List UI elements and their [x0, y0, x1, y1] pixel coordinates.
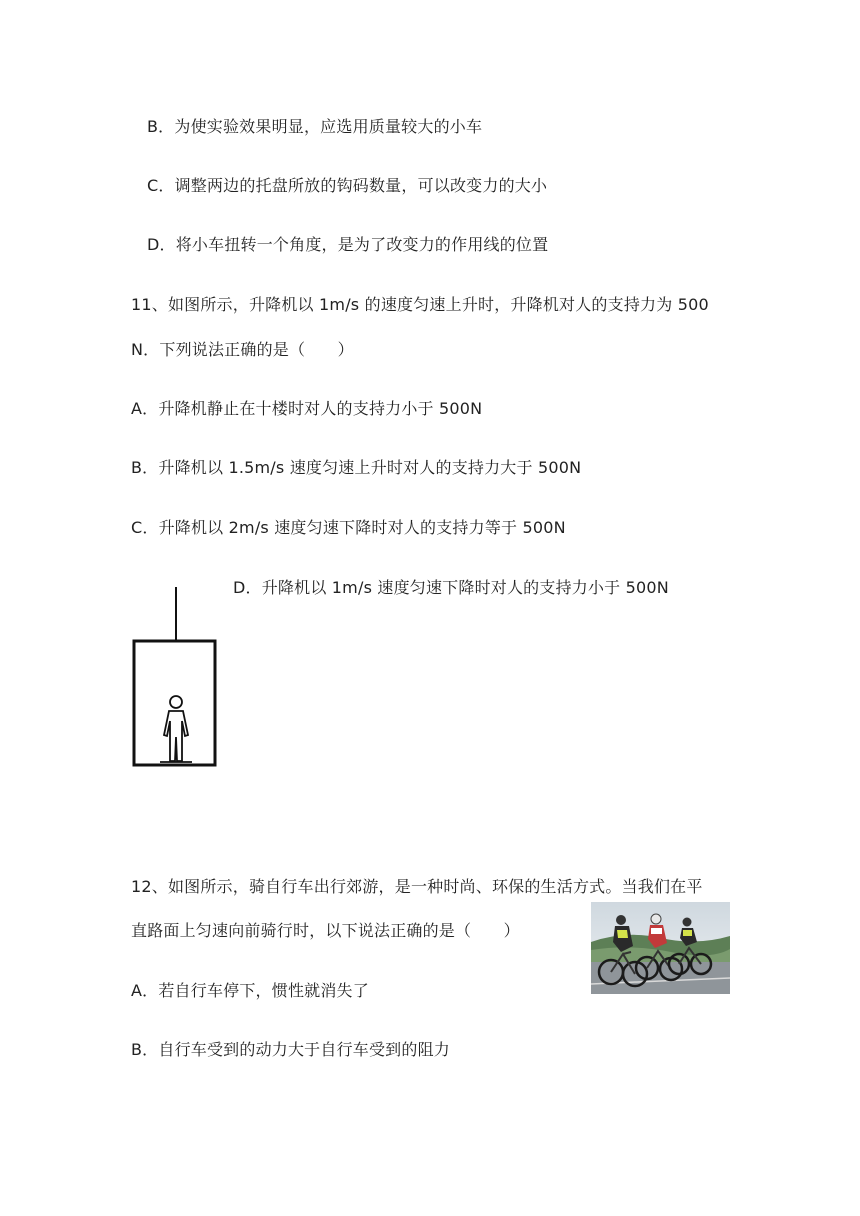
q11-option-b: B．升降机以 1.5m/s 速度匀速上升时对人的支持力大于 500N	[131, 458, 582, 477]
q10-option-c: C．调整两边的托盘所放的钩码数量，可以改变力的大小	[147, 176, 548, 195]
q10-option-b: B．为使实验效果明显，应选用质量较大的小车	[147, 117, 483, 136]
cyclists-photo	[591, 902, 730, 994]
q10-option-d: D．将小车扭转一个角度，是为了改变力的作用线的位置	[147, 235, 549, 254]
q11-stem-line2: N．下列说法正确的是（ ）	[131, 340, 354, 359]
q11-option-c: C．升降机以 2m/s 速度匀速下降时对人的支持力等于 500N	[131, 518, 566, 537]
q12-stem-line2: 直路面上匀速向前骑行时，以下说法正确的是（ ）	[131, 921, 520, 940]
q12-option-a: A．若自行车停下，惯性就消失了	[131, 981, 369, 1000]
q12-option-b: B．自行车受到的动力大于自行车受到的阻力	[131, 1040, 450, 1059]
q11-option-a: A．升降机静止在十楼时对人的支持力小于 500N	[131, 399, 483, 418]
q12-stem-line1: 12、如图所示，骑自行车出行郊游，是一种时尚、环保的生活方式。当我们在平	[131, 877, 703, 896]
q11-stem-line1: 11、如图所示，升降机以 1m/s 的速度匀速上升时，升降机对人的支持力为 500	[131, 295, 709, 314]
elevator-cabin	[134, 641, 215, 765]
q11-option-d: D．升降机以 1m/s 速度匀速下降时对人的支持力小于 500N	[233, 578, 669, 597]
elevator-figure	[131, 585, 221, 770]
